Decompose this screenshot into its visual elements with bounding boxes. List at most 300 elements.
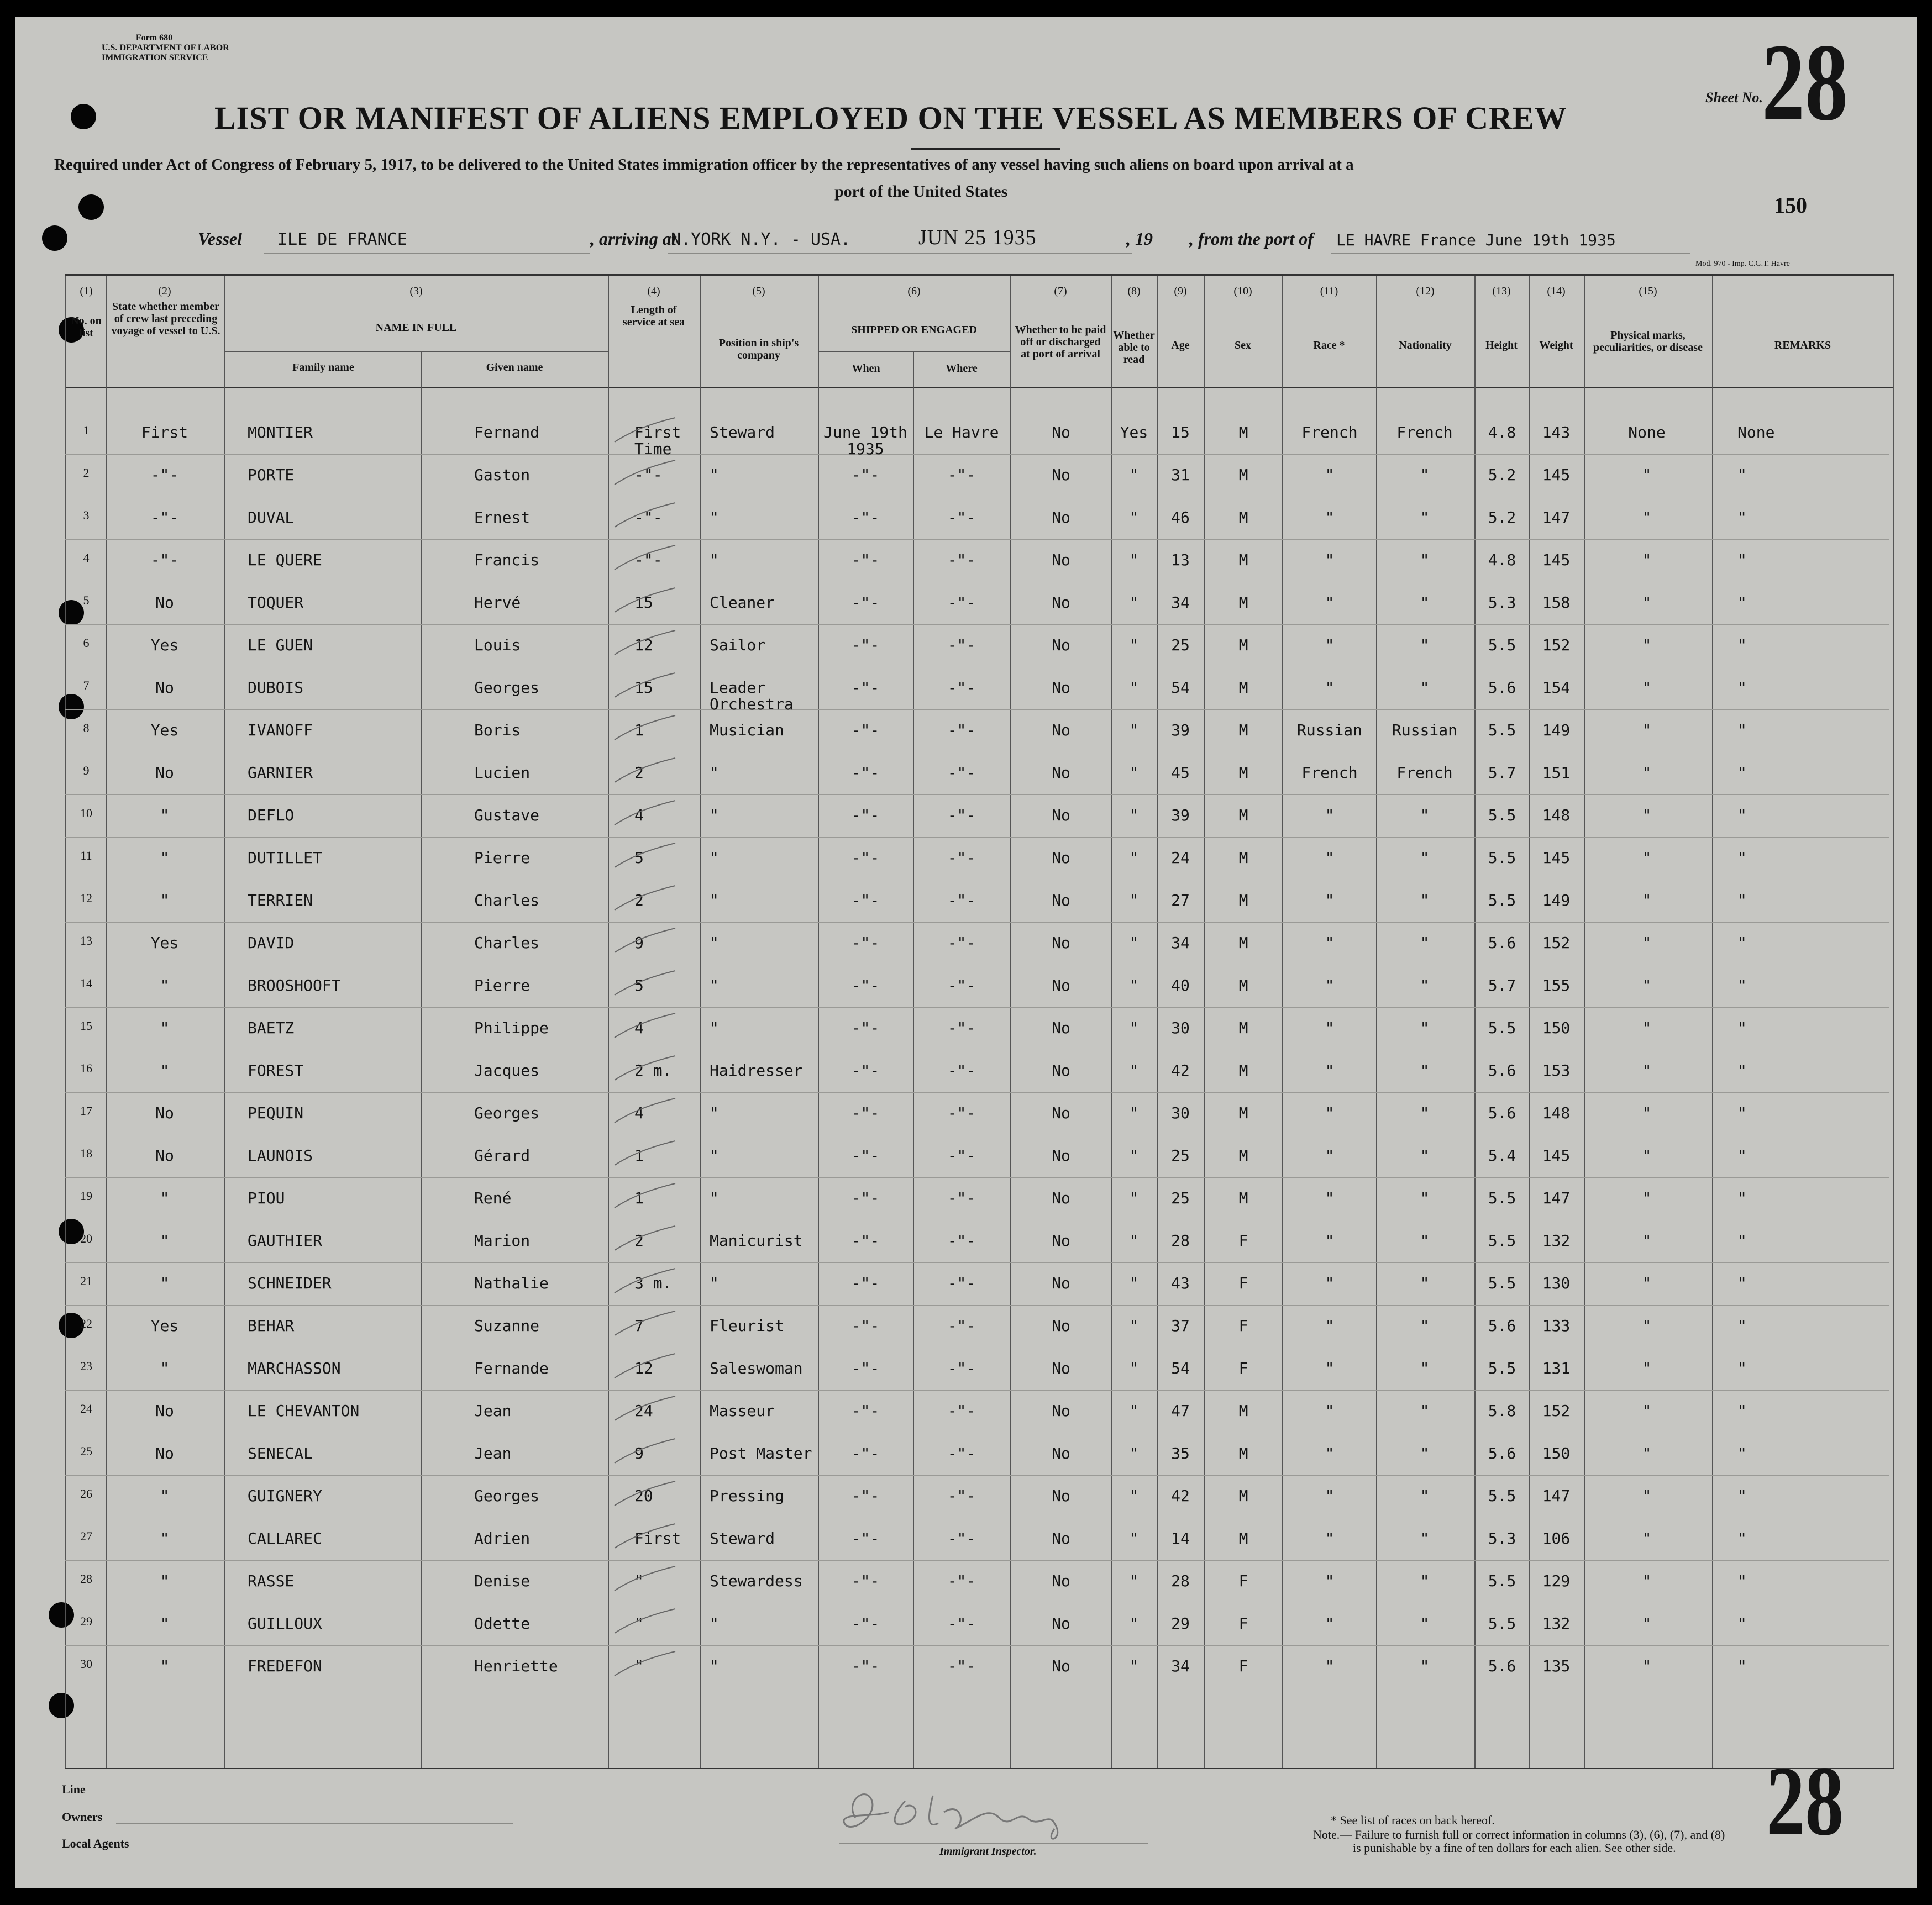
row-12-service: 2	[634, 891, 644, 909]
row-20-height: 5.5	[1488, 1232, 1516, 1250]
row-17-nat: "	[1420, 1104, 1430, 1122]
col-10-header: Sex	[1235, 339, 1251, 351]
row-18-service: 1	[634, 1146, 644, 1165]
row-6-race: "	[1325, 636, 1335, 654]
row-11-weight: 145	[1542, 849, 1571, 867]
row-30-marks: "	[1642, 1657, 1652, 1675]
row-16-age: 42	[1171, 1061, 1190, 1080]
row-16-service: 2 m.	[634, 1061, 672, 1080]
row-22-nat: "	[1420, 1317, 1430, 1335]
row-11-read: "	[1129, 849, 1139, 867]
row-13-nat: "	[1420, 934, 1430, 952]
row-9-where: -"-	[947, 764, 976, 782]
row-1-nat: French	[1397, 423, 1453, 441]
row-1-paid: No	[1052, 423, 1070, 441]
row-16-given: Jacques	[474, 1061, 540, 1080]
vessel-label: Vessel	[198, 229, 242, 249]
row-11-marks: "	[1642, 849, 1652, 867]
row-28-no: 28	[80, 1572, 92, 1586]
row-27-sex: M	[1238, 1529, 1248, 1548]
row-25-read: "	[1129, 1444, 1139, 1462]
inspector-signature	[833, 1779, 1121, 1851]
row-4-family: LE QUERE	[248, 551, 322, 569]
row-23-age: 54	[1171, 1359, 1190, 1377]
row-12-age: 27	[1171, 891, 1190, 909]
tally-mark	[610, 1223, 682, 1256]
row-25-marks: "	[1642, 1444, 1652, 1462]
row-5-when: -"-	[851, 593, 880, 612]
row-8-where: -"-	[947, 721, 976, 739]
row-8-prev: Yes	[150, 721, 179, 739]
punch-hole	[71, 104, 96, 129]
row-26-family: GUIGNERY	[248, 1487, 322, 1505]
row-9-given: Lucien	[474, 764, 531, 782]
row-18-height: 5.4	[1488, 1146, 1516, 1165]
row-2-marks: "	[1642, 466, 1652, 484]
row-27-weight: 106	[1542, 1529, 1571, 1548]
row-20-weight: 132	[1542, 1232, 1571, 1250]
row-17-paid: No	[1052, 1104, 1070, 1122]
line-label: Line	[62, 1782, 86, 1796]
col-11-header: Race *	[1313, 339, 1345, 351]
row-10-family: DEFLO	[248, 806, 295, 824]
row-2-weight: 145	[1542, 466, 1571, 484]
row-2-nat: "	[1420, 466, 1430, 484]
row-14-position: "	[710, 976, 719, 994]
form-info	[102, 33, 229, 63]
row-7-service: 15	[634, 678, 653, 697]
row-16-no: 16	[80, 1061, 92, 1075]
row-12-read: "	[1129, 891, 1139, 909]
row-24-paid: No	[1052, 1402, 1070, 1420]
row-17-race: "	[1325, 1104, 1335, 1122]
row-10-race: "	[1325, 806, 1335, 824]
form-number: Form 680	[135, 33, 173, 43]
row-4-remarks: "	[1737, 551, 1747, 569]
tally-mark	[610, 1350, 682, 1383]
row-28-remarks: "	[1737, 1572, 1747, 1590]
row-6-read: "	[1129, 636, 1139, 654]
row-5-service: 15	[634, 593, 653, 612]
arriving-port: N.YORK N.Y. - USA.	[671, 230, 851, 249]
row-23-where: -"-	[947, 1359, 976, 1377]
row-30-read: "	[1129, 1657, 1139, 1675]
punch-hole	[59, 694, 84, 719]
row-11-remarks: "	[1737, 849, 1747, 867]
row-22-where: -"-	[947, 1317, 976, 1335]
row-19-race: "	[1325, 1189, 1335, 1207]
row-9-family: GARNIER	[248, 764, 313, 782]
row-5-read: "	[1129, 593, 1139, 612]
from-port: LE HAVRE France June 19th 1935	[1336, 231, 1616, 249]
row-3-where: -"-	[947, 508, 976, 527]
row-28-height: 5.5	[1488, 1572, 1516, 1590]
row-11-where: -"-	[947, 849, 976, 867]
row-10-read: "	[1129, 806, 1139, 824]
row-9-position: "	[710, 764, 719, 782]
row-30-service: "	[634, 1657, 644, 1675]
row-21-marks: "	[1642, 1274, 1652, 1292]
row-9-remarks: "	[1737, 764, 1747, 782]
row-14-when: -"-	[851, 976, 880, 994]
row-10-weight: 148	[1542, 806, 1571, 824]
row-14-nat: "	[1420, 976, 1430, 994]
row-5-no: 5	[83, 593, 90, 607]
row-12-position: "	[710, 891, 719, 909]
row-divider	[65, 539, 1889, 540]
row-30-weight: 135	[1542, 1657, 1571, 1675]
tally-mark	[610, 1308, 682, 1341]
row-12-marks: "	[1642, 891, 1652, 909]
row-10-sex: M	[1238, 806, 1248, 824]
row-6-remarks: "	[1737, 636, 1747, 654]
row-15-family: BAETZ	[248, 1019, 295, 1037]
row-7-height: 5.6	[1488, 678, 1516, 697]
row-14-height: 5.7	[1488, 976, 1516, 994]
row-12-height: 5.5	[1488, 891, 1516, 909]
row-21-read: "	[1129, 1274, 1139, 1292]
col-6-header: SHIPPED OR ENGAGED	[851, 324, 977, 336]
row-19-no: 19	[80, 1189, 92, 1203]
sheet-number: 28	[1762, 22, 1848, 144]
tally-mark	[610, 1265, 682, 1298]
row-24-marks: "	[1642, 1402, 1652, 1420]
row-20-age: 28	[1171, 1232, 1190, 1250]
row-3-sex: M	[1238, 508, 1248, 527]
col-9-number: (9)	[1174, 285, 1187, 297]
row-10-when: -"-	[851, 806, 880, 824]
row-6-age: 25	[1171, 636, 1190, 654]
row-7-prev: No	[155, 678, 174, 697]
row-6-weight: 152	[1542, 636, 1571, 654]
row-28-age: 28	[1171, 1572, 1190, 1590]
tally-mark	[610, 1010, 682, 1043]
row-26-race: "	[1325, 1487, 1335, 1505]
row-4-age: 13	[1171, 551, 1190, 569]
col-3b-header: Given name	[486, 361, 543, 373]
row-7-marks: "	[1642, 678, 1652, 697]
row-1-service2: Time	[634, 440, 672, 458]
tally-mark	[610, 755, 682, 788]
row-2-prev: -"-	[150, 466, 179, 484]
row-26-weight: 147	[1542, 1487, 1571, 1505]
row-2-when: -"-	[851, 466, 880, 484]
row-27-service: First	[634, 1529, 681, 1548]
row-22-read: "	[1129, 1317, 1139, 1335]
arriving-underline	[668, 253, 1132, 254]
row-divider	[65, 1475, 1889, 1476]
row-23-weight: 131	[1542, 1359, 1571, 1377]
row-19-sex: M	[1238, 1189, 1248, 1207]
row-27-given: Adrien	[474, 1529, 531, 1548]
row-24-given: Jean	[474, 1402, 512, 1420]
row-13-given: Charles	[474, 934, 540, 952]
row-2-given: Gaston	[474, 466, 531, 484]
row-17-family: PEQUIN	[248, 1104, 304, 1122]
row-26-remarks: "	[1737, 1487, 1747, 1505]
row-8-position: Musician	[710, 721, 784, 739]
row-10-prev: "	[160, 806, 170, 824]
row-21-age: 43	[1171, 1274, 1190, 1292]
row-divider	[65, 1007, 1889, 1008]
punch-hole	[42, 225, 67, 251]
row-7-sex: M	[1238, 678, 1248, 697]
col-2-header: State whether member of crew last preceding voyage of vessel to U.S.	[111, 301, 221, 337]
row-4-prev: -"-	[150, 551, 179, 569]
row-divider	[65, 1305, 1889, 1306]
col-5-header: Position in ship's company	[718, 337, 799, 361]
row-30-when: -"-	[851, 1657, 880, 1675]
row-23-remarks: "	[1737, 1359, 1747, 1377]
row-19-weight: 147	[1542, 1189, 1571, 1207]
row-divider	[65, 1390, 1889, 1391]
row-8-sex: M	[1238, 721, 1248, 739]
tally-mark	[610, 840, 682, 873]
row-5-marks: "	[1642, 593, 1652, 612]
row-21-family: SCHNEIDER	[248, 1274, 332, 1292]
row-30-position: "	[710, 1657, 719, 1675]
row-24-read: "	[1129, 1402, 1139, 1420]
row-28-race: "	[1325, 1572, 1335, 1590]
owners-label: Owners	[62, 1810, 103, 1824]
row-29-paid: No	[1052, 1614, 1070, 1633]
row-25-service: 9	[634, 1444, 644, 1462]
row-13-prev: Yes	[150, 934, 179, 952]
row-1-family: MONTIER	[248, 423, 313, 441]
row-14-age: 40	[1171, 976, 1190, 994]
row-19-age: 25	[1171, 1189, 1190, 1207]
col-2-number: (2)	[158, 285, 171, 297]
row-9-marks: "	[1642, 764, 1652, 782]
row-24-prev: No	[155, 1402, 174, 1420]
row-28-position: Stewardess	[710, 1572, 803, 1590]
row-28-marks: "	[1642, 1572, 1652, 1590]
row-14-given: Pierre	[474, 976, 531, 994]
tally-mark	[610, 1435, 682, 1469]
row-22-race: "	[1325, 1317, 1335, 1335]
col-14-header: Weight	[1539, 339, 1573, 351]
row-22-prev: Yes	[150, 1317, 179, 1335]
tally-mark	[610, 457, 682, 490]
row-2-height: 5.2	[1488, 466, 1516, 484]
row-3-service: -"-	[634, 508, 663, 527]
col-11-number: (11)	[1320, 285, 1338, 297]
row-11-nat: "	[1420, 849, 1430, 867]
row-2-sex: M	[1238, 466, 1248, 484]
row-19-paid: No	[1052, 1189, 1070, 1207]
row-29-given: Odette	[474, 1614, 531, 1633]
row-1-weight: 143	[1542, 423, 1571, 441]
row-30-race: "	[1325, 1657, 1335, 1675]
row-15-weight: 150	[1542, 1019, 1571, 1037]
row-9-weight: 151	[1542, 764, 1571, 782]
row-12-paid: No	[1052, 891, 1070, 909]
row-1-where: Le Havre	[924, 423, 999, 441]
subtitle-line-2: port of the United States	[834, 182, 1008, 201]
row-2-age: 31	[1171, 466, 1190, 484]
row-7-given: Georges	[474, 678, 540, 697]
col-13-number: (13)	[1492, 285, 1511, 297]
row-15-paid: No	[1052, 1019, 1070, 1037]
row-3-given: Ernest	[474, 508, 531, 527]
row-divider	[65, 837, 1889, 838]
row-28-when: -"-	[851, 1572, 880, 1590]
row-8-when: -"-	[851, 721, 880, 739]
row-6-prev: Yes	[150, 636, 179, 654]
row-24-nat: "	[1420, 1402, 1430, 1420]
row-15-race: "	[1325, 1019, 1335, 1037]
row-12-nat: "	[1420, 891, 1430, 909]
sheet-label: Sheet No.	[1705, 90, 1763, 106]
row-22-height: 5.6	[1488, 1317, 1516, 1335]
tally-mark	[610, 925, 682, 958]
row-21-position: "	[710, 1274, 719, 1292]
row-18-marks: "	[1642, 1146, 1652, 1165]
row-17-when: -"-	[851, 1104, 880, 1122]
row-20-marks: "	[1642, 1232, 1652, 1250]
col-4-header: Length of service at sea	[622, 304, 685, 328]
row-27-paid: No	[1052, 1529, 1070, 1548]
row-11-prev: "	[160, 849, 170, 867]
row-15-read: "	[1129, 1019, 1139, 1037]
row-30-remarks: "	[1737, 1657, 1747, 1675]
row-19-nat: "	[1420, 1189, 1430, 1207]
row-3-read: "	[1129, 508, 1139, 527]
col-6b-header: Where	[946, 362, 978, 375]
row-18-prev: No	[155, 1146, 174, 1165]
row-8-paid: No	[1052, 721, 1070, 739]
row-4-weight: 145	[1542, 551, 1571, 569]
row-6-when: -"-	[851, 636, 880, 654]
row-1-when: June 19th	[823, 423, 907, 441]
row-24-no: 24	[80, 1402, 92, 1415]
row-19-service: 1	[634, 1189, 644, 1207]
row-28-sex: F	[1238, 1572, 1248, 1590]
row-1-service: First	[634, 423, 681, 441]
col-5-number: (5)	[752, 285, 765, 297]
col-15-header: Physical marks, peculiarities, or disease	[1593, 329, 1703, 354]
row-10-marks: "	[1642, 806, 1652, 824]
row-6-given: Louis	[474, 636, 521, 654]
row-14-weight: 155	[1542, 976, 1571, 994]
row-18-nat: "	[1420, 1146, 1430, 1165]
row-4-position: "	[710, 551, 719, 569]
row-17-height: 5.6	[1488, 1104, 1516, 1122]
tally-mark	[610, 1520, 682, 1554]
row-26-no: 26	[80, 1487, 92, 1501]
row-26-where: -"-	[947, 1487, 976, 1505]
row-26-marks: "	[1642, 1487, 1652, 1505]
row-14-no: 14	[80, 976, 92, 990]
penalty-note-2: is punishable by a fine of ten dollars for each alien. See other side.	[1353, 1841, 1676, 1855]
row-9-read: "	[1129, 764, 1139, 782]
row-5-sex: M	[1238, 593, 1248, 612]
row-9-race: French	[1301, 764, 1358, 782]
row-21-no: 21	[80, 1274, 92, 1288]
row-18-given: Gérard	[474, 1146, 531, 1165]
col-3a-header: Family name	[292, 361, 354, 373]
row-17-weight: 148	[1542, 1104, 1571, 1122]
row-30-prev: "	[160, 1657, 170, 1675]
row-9-prev: No	[155, 764, 174, 782]
tally-mark	[610, 967, 682, 1001]
row-26-read: "	[1129, 1487, 1139, 1505]
row-14-paid: No	[1052, 976, 1070, 994]
row-13-age: 34	[1171, 934, 1190, 952]
row-25-when: -"-	[851, 1444, 880, 1462]
row-7-family: DUBOIS	[248, 678, 304, 697]
row-23-read: "	[1129, 1359, 1139, 1377]
row-15-no: 15	[80, 1019, 92, 1033]
row-30-where: -"-	[947, 1657, 976, 1675]
row-11-age: 24	[1171, 849, 1190, 867]
row-11-height: 5.5	[1488, 849, 1516, 867]
row-10-nat: "	[1420, 806, 1430, 824]
row-24-race: "	[1325, 1402, 1335, 1420]
row-30-family: FREDEFON	[248, 1657, 322, 1675]
row-23-given: Fernande	[474, 1359, 549, 1377]
row-21-service: 3 m.	[634, 1274, 672, 1292]
row-20-no: 20	[80, 1232, 92, 1245]
row-29-family: GUILLOUX	[248, 1614, 322, 1633]
row-29-height: 5.5	[1488, 1614, 1516, 1633]
row-23-nat: "	[1420, 1359, 1430, 1377]
row-14-prev: "	[160, 976, 170, 994]
row-26-paid: No	[1052, 1487, 1070, 1505]
row-17-prev: No	[155, 1104, 174, 1122]
row-13-remarks: "	[1737, 934, 1747, 952]
row-11-service: 5	[634, 849, 644, 867]
row-5-given: Hervé	[474, 593, 521, 612]
row-8-remarks: "	[1737, 721, 1747, 739]
row-18-where: -"-	[947, 1146, 976, 1165]
col-10-number: (10)	[1233, 285, 1252, 297]
row-24-sex: M	[1238, 1402, 1248, 1420]
row-2-read: "	[1129, 466, 1139, 484]
col-15-number: (15)	[1639, 285, 1657, 297]
row-14-marks: "	[1642, 976, 1652, 994]
row-15-height: 5.5	[1488, 1019, 1516, 1037]
row-3-paid: No	[1052, 508, 1070, 527]
row-divider	[65, 922, 1889, 923]
tally-mark	[610, 1478, 682, 1511]
row-23-position: Saleswoman	[710, 1359, 803, 1377]
row-1-age: 15	[1171, 423, 1190, 441]
row-29-race: "	[1325, 1614, 1335, 1633]
race-note: * See list of races on back hereof.	[1331, 1813, 1495, 1827]
row-18-sex: M	[1238, 1146, 1248, 1165]
row-26-height: 5.5	[1488, 1487, 1516, 1505]
row-10-height: 5.5	[1488, 806, 1516, 824]
year-prefix: , 19	[1126, 229, 1153, 249]
row-29-where: -"-	[947, 1614, 976, 1633]
tally-mark	[610, 797, 682, 830]
col-14-number: (14)	[1547, 285, 1566, 297]
row-6-no: 6	[83, 636, 90, 650]
row-8-service: 1	[634, 721, 644, 739]
row-11-family: DUTILLET	[248, 849, 322, 867]
row-13-position: "	[710, 934, 719, 952]
row-10-where: -"-	[947, 806, 976, 824]
arriving-label: , arriving at	[590, 229, 676, 249]
row-19-given: René	[474, 1189, 512, 1207]
row-10-age: 39	[1171, 806, 1190, 824]
row-divider	[65, 624, 1889, 625]
row-19-family: PIOU	[248, 1189, 285, 1207]
row-9-when: -"-	[851, 764, 880, 782]
tally-mark	[610, 585, 682, 618]
row-8-weight: 149	[1542, 721, 1571, 739]
